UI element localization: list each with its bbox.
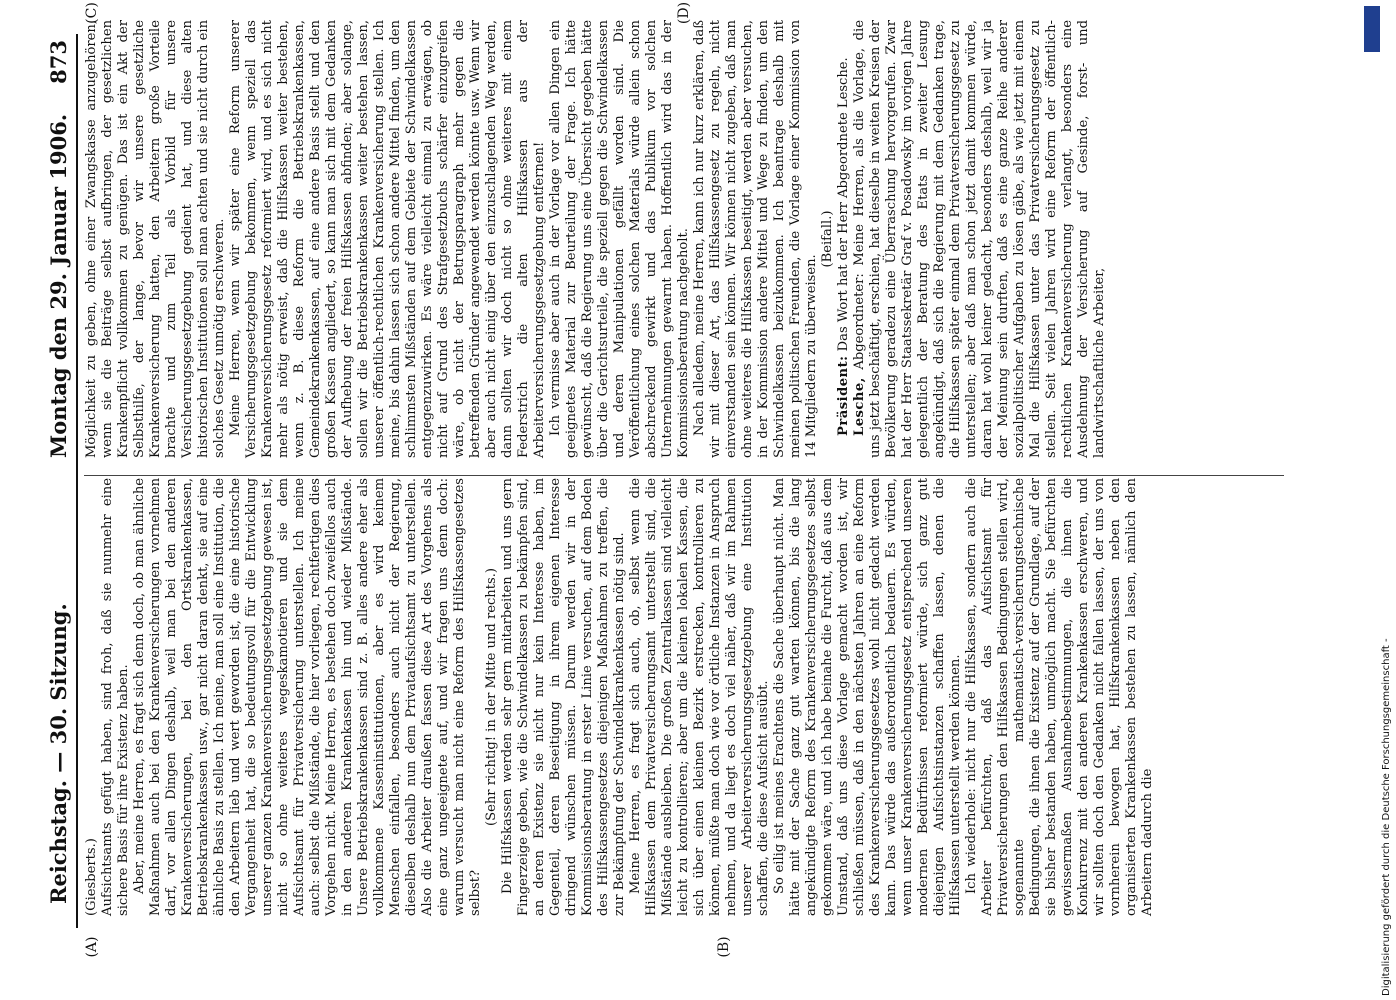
paragraph-text: (Sehr richtig! in der Mitte und rechts.) <box>484 568 499 826</box>
speaker-name: Präsident: <box>836 355 851 436</box>
credit-text: Digitalisierung gefördert durch die Deutsche Forschungsgemeinschaft - <box>1381 638 1392 996</box>
paragraph <box>836 20 852 458</box>
paragraph <box>100 478 132 916</box>
left-column <box>84 478 1284 958</box>
margin-marker-d: (D) <box>676 1 692 25</box>
left-column-text <box>84 478 1156 916</box>
paragraph <box>820 20 836 458</box>
paragraph <box>132 478 484 916</box>
header-session: Reichstag. — 30. Sitzung. <box>46 603 71 904</box>
page-header <box>40 34 78 928</box>
paragraph-text: Die Hilfskassen werden sehr gern mitarbeiten und uns gern Fingerzeige geben, wie die Schwindelkassen zu bekämpfen sind, an deren Existenz sie nicht nur kein Interesse haben, im Gegenteil, deren Beseitigung in ihrem eigenen Interesse dringend wünschen müssen. Darum werden wir in der Kommissionsberatung in erster Linie versuchen, auf dem Boden des Hilfskassengesetzes diejenigen Maßnahmen zu treffen, die zur Bekämpfung der Schwindelkrankenkassen nötig sind. <box>500 478 627 916</box>
paragraph <box>692 20 820 458</box>
paragraph <box>228 20 548 458</box>
paragraph-text: (Beifall.) <box>820 210 835 268</box>
text-columns <box>84 20 1284 958</box>
column-divider <box>84 475 1284 476</box>
paragraph-text: Nach alledem, meine Herren, kann ich nur kurz erklären, daß wir mit dieser Art, das Hilfskassengesetz zu regeln, nicht einverstanden sein können. Wir können nicht zugeben, daß man ohne weiteres die Hilfskassen beseitigt, werden aber versuchen, in der Kommission andere Mittel und Wege zu finden, um den Schwindelkassen beizukommen. Ich beantrage deshalb mit meinen politischen Freunden, die Vorlage einer Kommission von 14 Mitgliedern zu überweisen. <box>692 20 819 458</box>
paragraph-text: Meine Herren, wenn wir später eine Reform unserer Versicherungsgesetzgebung bekommen, wenn speziell das Krankenversicherungsgesetz reformiert wird, und es sich nicht mehr als nötig erweist, daß die Hilfskassen weiter bestehen, wenn z. B. diese Reform die Betriebskrankenkassen, Gemeindekrankenkassen, auf eine andere Basis stellt und den großen Kassen angliedert, so kann man sich mit dem Gedanken der Aufhebung der freien Hilfskassen abfinden; aber solange, sollen wir die Betriebskrankenkassen weiter bestehen lassen, unserer öffentlich-rechtlichen Krankenversicherung stellen. Ich meine, bis dahin lassen sich schon andere Mittel finden, um den schlimmsten Mißständen auf dem Gebiete der Schwindelkassen entgegenzuwirken. Es wäre vielleicht einmal zu erwägen, ob nicht auf Grund des Strafgesetzbuchs schärfer einzugreifen wäre, ob nicht der Betrugsparagraph mehr gegen die betreffenden Gründer angewendet werden könnte usw. Wenn wir aber auch nicht einig über den einzuschlagenden Weg werden, dann sollten wir doch nicht so ohne weiteres mit einem Federstrich die alten Hilfskassen aus der Arbeiterversicherungsgesetzgebung entfernen! <box>228 20 547 458</box>
paragraph <box>852 20 1108 458</box>
paragraph-text: Ich vermisse aber auch in der Vorlage vor allen Dingen ein geeignetes Material zur Beurteilung der Frage. Ich hätte gewünscht, daß die Regierung uns eine Übersicht gegeben hätte über die Gerichtsurteile, die speziell gegen die Schwindelkassen und deren Manipulationen gefällt worden sind. Die Veröffentlichung eines solchen Materials würde allein schon abschreckend gewirkt und das Publikum vor solchen Unternehmungen gewarnt haben. Hoffentlich wird das in der Kommissionsberatung nachgeholt. <box>548 20 691 458</box>
paragraph-text: (Giesberts.) <box>84 838 99 916</box>
header-date: Montag den 29. Januar 1906. <box>46 113 71 458</box>
dfg-logo-label: DFG <box>1383 18 1393 40</box>
paragraph <box>548 20 692 458</box>
paragraph <box>484 478 500 916</box>
paragraph <box>84 20 228 458</box>
speaker-name: Lesche, <box>852 377 867 436</box>
paragraph-text: Möglichkeit zu geben, ohne einer Zwangskasse anzugehören, wenn sie die Beiträge selbst aufbringen, der gesetzlichen Krankenpflicht vollkommen zu genügen. Das ist ein Akt der Selbsthilfe, der lange, bevor wir unsere gesetzliche Krankenversicherung hatten, den Arbeitern große Vorteile brachte und zum Teil als Vorbild für unsere Versicherungsgesetzgebung gedient hat, und diese alten historischen Institutionen soll man achten und sie nicht durch ein solches Gesetz unnötig erschweren. <box>84 20 227 458</box>
paragraph <box>500 478 628 916</box>
paragraph-text: Das Wort hat der Herr Abgeordnete Lesche. <box>836 57 851 352</box>
right-margin-markers <box>84 0 1284 28</box>
right-column-text <box>84 20 1108 458</box>
paragraph-text: So eilig ist meines Erachtens die Sache überhaupt nicht. Man hätte mit der Sache ganz gut warten können, bis die lang angekündigte Reform des Krankenversicherungsgesetzes selbst gekommen wäre, und ich habe beinahe die Furcht, daß aus dem Umstand, daß uns diese Vorlage gemacht worden ist, wir schließen müssen, daß in den nächsten Jahren an eine Reform des Krankenversicherungsgesetzes wohl nicht gedacht werden kann. Das würde das außerordentlich bedauern. Es würden, wenn unser Krankenversicherungsgesetz entsprechend unseren modernen Bedürfnissen reformiert würde, sich ganz gut diejenigen Aufsichtsinstanzen schaffen lassen, denen die Hilfskassen unterstellt werden können. <box>772 478 963 916</box>
paragraph-text: Abgeordneter: Meine Herren, als die Vorlage, die uns jetzt beschäftigt, erschien, hat dieselbe in weiten Kreisen der Bevölkerung geradezu eine Überraschung hervorgerufen. Zwar hat der Herr Staatssekretär Graf v. Posadowsky im vorigen Jahre gelegentlich der Beratung des Etats in zweiter Lesung angekündigt, daß sich die Regierung mit dem Gedanken trage, die Hilfskassen später einmal dem Privatversicherungsgesetz zu unterstellen; aber daß man schon jetzt damit kommen würde, daran hat wohl keiner gedacht, besonders deshalb, weil wir ja der Meinung sein durften, daß es eine ganze Reihe anderer sozialpolitischer Aufgaben zu lösen gäbe, als wie jetzt mit einem Mal die Hilfskassen unter das Privatversicherungsgesetz zu stellen. Seit vielen Jahren wird eine Reform der öffentlich-rechtlichen Krankenversicherung verlangt, besonders eine Ausdehnung der Versicherung auf Gesinde, forst- und landwirtschaftliche Arbeiter, <box>852 20 1107 458</box>
dfg-logo <box>1364 6 1393 52</box>
margin-marker-c: (C) <box>84 2 100 24</box>
paragraph <box>628 478 772 916</box>
paragraph <box>964 478 1156 916</box>
paragraph <box>84 478 100 916</box>
margin-marker-a: (A) <box>84 936 100 958</box>
paragraph-text: Aber, meine Herren, es fragt sich denn doch, ob man ähnliche Maßnahmen auch bei den Krankenversicherungen vornehmen darf, vor allen Dingen deshalb, weil man bei den anderen Krankenversicherungen, bei den Ortskrankenkassen, Betriebskrankenkassen usw., gar nicht daran denkt, sie auf eine ähnliche Basis zu stellen. Ich meine, man soll eine Institution, die den Arbeitern lieb und wert geworden ist, die eine historische Vergangenheit hat, die so bedeutungsvoll für die Entwicklung unserer ganzen Krankenversicherungsgesetzgebung gewesen ist, nicht so ohne weiteres wegeskamotieren und sie dem Aufsichtsamt für Privatversicherung unterstellen. Ich meine auch: selbst die Mißstände, die hier vorliegen, rechtfertigen dies Vorgehen nicht. Meine Herren, es bestehen doch zweifellos auch in den anderen Krankenkassen hin und wieder Mißstände. Unsere Betriebskrankenkassen sind z. B. alles andere eher als vollkommene Kasseninstitutionen, aber es wird keinem Menschen einfallen, besonders auch nicht der Regierung, dieselben deshalb nun dem Privataufsichtsamt zu unterstellen. Also die Arbeiter draußen fassen diese Art des Vorgehens als eine ganz ungeeignete auf, und wir fragen uns denn doch: warum versucht man nicht eine Reform des Hilfskassengesetzes selbst? <box>132 478 483 916</box>
page-number: 873 <box>46 40 71 84</box>
paragraph-text: Aufsichtsamts gefügt haben, sind froh, daß sie nunmehr eine sichere Basis für ihre Existenz haben. <box>100 478 131 916</box>
paragraph-text: Ich wiederhole: nicht nur die Hilfskassen, sondern auch die Arbeiter befürchten, daß das Aufsichtsamt für Privatversicherungen den Hilfskassen Bedingungen stellen wird, sogenannte mathematisch-versicherungstechnische Bedingungen, die ihnen die Existenz auf der Grundlage, auf der sie bisher bestanden haben, unmöglich macht. Sie befürchten gewissermaßen Ausnahmebestimmungen, die ihnen die Konkurrenz mit den anderen Krankenkassen erschweren, und wir sollten doch den Gedanken nicht fallen lassen, der uns von vornherein bewogen hat, Hilfskrankenkassen neben den organisierten Krankenkassen bestehen zu lassen, nämlich den Arbeitern dadurch die <box>964 478 1155 916</box>
margin-marker-b: (B) <box>716 936 732 958</box>
paragraph-text: Meine Herren, es fragt sich auch, ob, selbst wenn die Hilfskassen dem Privatversicherungsamt unterstellt sind, die Mißstände ausbleiben. Die großen Zentralkassen sind vielleicht leicht zu kontrollieren; aber um die kleinen lokalen Kassen, die sich über einen kleinen Bezirk erstrecken, kontrollieren zu können, müßte man doch wie vor örtliche Instanzen in Anspruch nehmen, und da liegt es doch viel näher, daß wir im Rahmen unserer Arbeiterversicherungsgesetzgebung eine Institution schaffen, die diese Aufsicht ausübt. <box>628 478 771 916</box>
paragraph <box>772 478 964 916</box>
right-column <box>84 20 1284 458</box>
